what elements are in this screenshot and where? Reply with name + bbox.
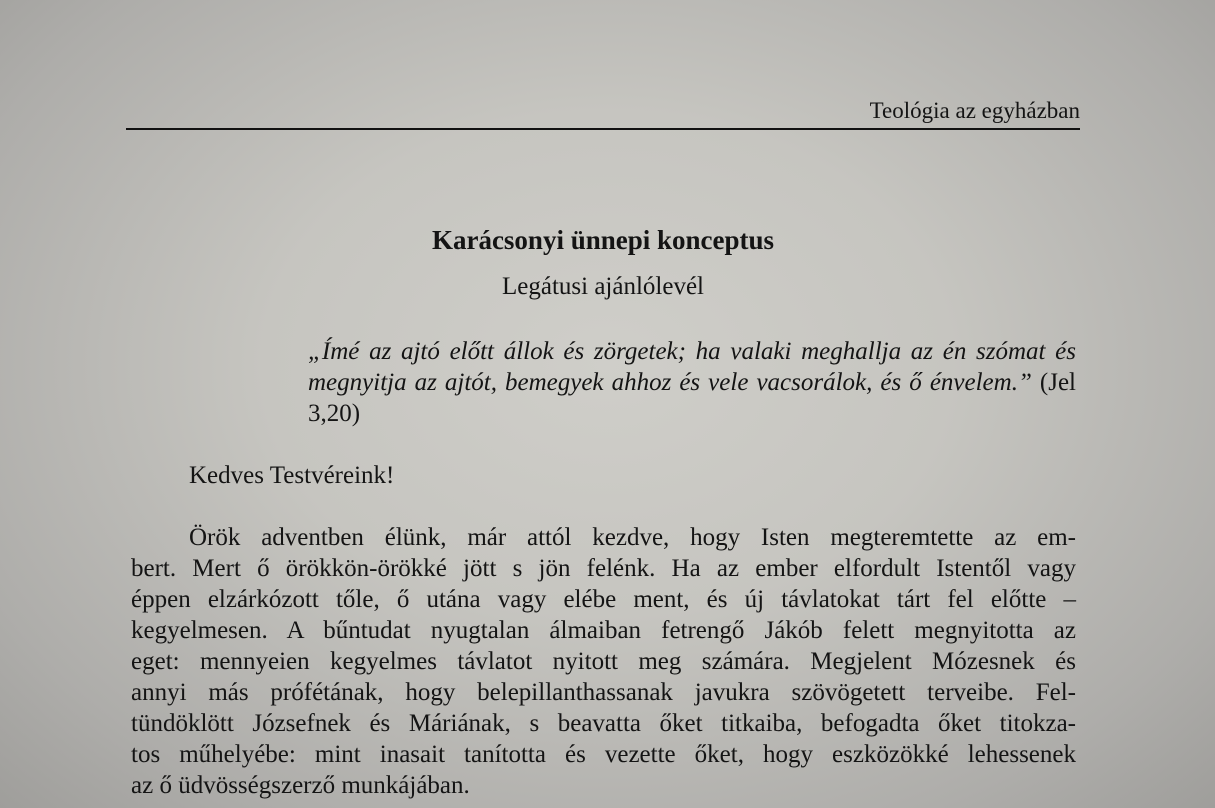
paragraph-line: kegyelmesen. A bűntudat nyugtalan álmaiban fetrengő Jákób felett megnyitotta az	[131, 617, 1076, 644]
paragraph-line: éppen elzárkózott tőle, ő utána vagy elébe ment, és új távlatokat tárt fel előtte –	[131, 586, 1076, 613]
paragraph-line: Örök adventben élünk, már attól kezdve, hogy Isten megteremtette az em-	[189, 524, 1076, 551]
paragraph-line: tos műhelyébe: mint inasait tanította és vezette őket, hogy eszközökké lehessenek	[131, 741, 1076, 768]
article-subtitle: Legátusi ajánlólevél	[501, 273, 704, 300]
body-paragraph	[131, 522, 1076, 801]
salutation: Kedves Testvéreink!	[189, 462, 395, 489]
paragraph-line: tündöklött Józsefnek és Máriának, s beavatta őket titkaiba, befogadta őket titokza-	[131, 710, 1076, 737]
paragraph-line: annyi más prófétának, hogy belepillanthassanak javukra szövögetett terveibe. Fel-	[131, 679, 1076, 706]
paragraph-line: bert. Mert ő örökkön-örökké jött s jön felénk. Ha az ember elfordult Istentől vagy	[131, 555, 1076, 582]
header-rule	[126, 128, 1080, 130]
article-title: Karácsonyi ünnepi konceptus	[431, 225, 775, 255]
running-header: Teológia az egyházban	[869, 98, 1080, 123]
epigraph-reference: (Jel 3,20)	[308, 369, 1076, 427]
epigraph	[308, 336, 1076, 429]
paragraph-line: eget: mennyeien kegyelmes távlatot nyitott meg számára. Megjelent Mózesnek és	[131, 648, 1076, 675]
paragraph-line: az ő üdvösségszerző munkájában.	[131, 772, 470, 799]
epigraph-quote: „Ímé az ajtó előtt állok és zörgetek; ha valaki meghallja az én szómat és megnyitja az ajtót, bemegyek ahhoz és vele vacsorálok, és ő énvelem.”	[308, 338, 1076, 396]
